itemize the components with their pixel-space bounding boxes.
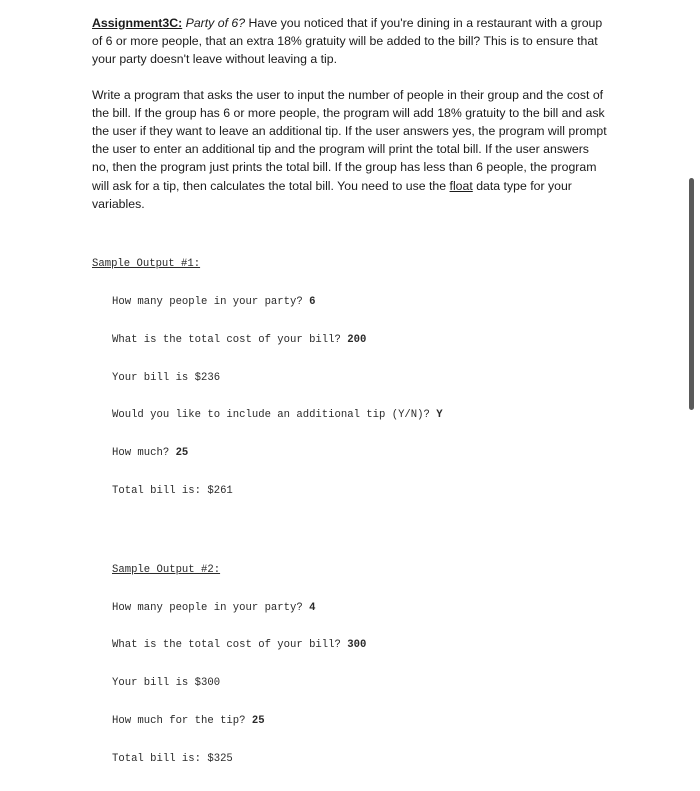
- code-prompt: Total bill is: $325: [112, 752, 233, 765]
- intro-paragraph: [92, 14, 607, 69]
- sample-output-2: [92, 539, 607, 791]
- vertical-scrollbar[interactable]: [689, 178, 694, 410]
- code-answer: 300: [347, 639, 367, 652]
- code-line: [92, 447, 607, 460]
- sample-output-1-title: Sample Output #1:: [92, 258, 201, 271]
- float-keyword: float: [449, 178, 473, 193]
- code-line: [92, 677, 607, 690]
- code-line: [92, 639, 607, 652]
- assignment-subtitle: Party of 6?: [185, 16, 246, 30]
- code-prompt: How many people in your party?: [112, 296, 310, 308]
- code-line: [92, 409, 607, 422]
- code-answer: 200: [347, 333, 367, 346]
- code-line: [92, 753, 607, 766]
- code-line: [92, 602, 607, 615]
- code-line: [92, 715, 607, 728]
- code-answer: Y: [436, 409, 443, 422]
- code-line: [92, 372, 607, 385]
- code-prompt: How much for the tip?: [112, 715, 252, 727]
- sample-output-2-title: Sample Output #2:: [112, 563, 221, 576]
- code-prompt: How many people in your party?: [112, 601, 310, 614]
- code-prompt: Your bill is $300: [112, 677, 221, 690]
- code-answer: 25: [251, 715, 265, 727]
- code-prompt: Would you like to include an additional tip (Y/N)?: [112, 409, 437, 422]
- code-line: [92, 296, 607, 309]
- code-answer: 4: [309, 601, 316, 614]
- code-prompt: Total bill is: $261: [112, 484, 233, 497]
- instructions-paragraph: [92, 86, 607, 213]
- assignment-title: Assignment3C:: [92, 16, 183, 30]
- code-prompt: What is the total cost of your bill?: [112, 333, 348, 346]
- assignment-document: [92, 14, 607, 791]
- instructions-text: Write a program that asks the user to input the number of people in their group and the cost of the bill. If the group has 6 or more people, the program will add 18% gratuity to the bill and ask the user if they want to leave an additional tip. If the user answers yes, the program will prompt the user to enter an additional tip and the program will print the total bill. If the user answers no, then the program just prints the total bill. If the group has less than 6 people, the program will ask for a tip, then calculates the total bill. You need to use the: [92, 87, 607, 193]
- code-line: [92, 485, 607, 498]
- instructions-text-end: data type for your variables.: [92, 178, 572, 211]
- sample-output-1: [92, 233, 607, 523]
- code-line: [92, 334, 607, 347]
- code-prompt: How much?: [112, 447, 176, 460]
- intro-text: Have you noticed that if you're dining in a restaurant with a group of 6 or more people, that an extra 18% gratuity will be added to the bill? This is to ensure that your party doesn't leave without leaving a tip.: [92, 16, 603, 67]
- code-prompt: Your bill is $236: [112, 371, 221, 384]
- code-answer: 25: [175, 447, 189, 460]
- code-prompt: What is the total cost of your bill?: [112, 639, 348, 652]
- code-answer: 6: [309, 296, 316, 308]
